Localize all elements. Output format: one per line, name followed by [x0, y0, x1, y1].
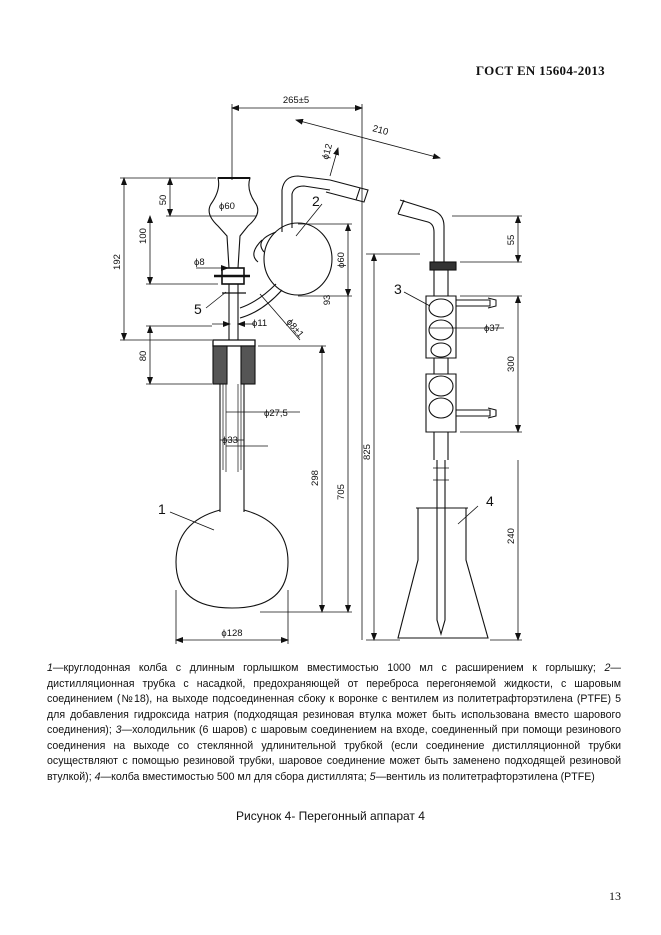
dim-210: 210 — [371, 123, 390, 139]
dim-33: ϕ33 — [222, 435, 238, 446]
figure-title: Рисунок 4- Перегонный аппарат 4 — [236, 809, 425, 823]
figure-legend — [47, 661, 621, 785]
dim-80: 80 — [138, 350, 149, 362]
dim-60-top: ϕ60 — [219, 201, 235, 212]
legend-num-4: 4 — [94, 770, 101, 783]
collection-flask-4 — [398, 508, 488, 638]
legend-num-5: 5 — [369, 770, 376, 783]
page-number: 13 — [609, 889, 621, 903]
dim-825: 825 — [362, 444, 373, 460]
dim-298: 298 — [310, 470, 321, 486]
legend-text-4: —колба вместимостью 500 мл для сбора дистиллята; — [100, 770, 370, 783]
dim-8: ϕ8 — [194, 257, 205, 268]
dim-93: 93 — [322, 294, 333, 306]
dim-128: ϕ128 — [221, 628, 243, 639]
dim-8-1: ϕ8±1 — [283, 316, 306, 341]
ball-joint-3 — [430, 262, 456, 270]
label-2: 2 — [312, 193, 320, 209]
legend-num-1: 1 — [47, 662, 53, 674]
legend-text-3: —холодильник (6 шаров) с шаровым соединением на входе, соединенный при помощи резинового соединения на выходе со стеклянной удлинительной трубкой (если соединение дистилляционной трубки осуществляют с помощью резиновой трубки, шаровое соединение может быть заменено подходящей резиновой втулкой); — [47, 724, 622, 783]
label-4: 4 — [486, 493, 494, 509]
legend-num-2: 2 — [604, 662, 611, 674]
dim-240: 240 — [506, 528, 517, 544]
dim-192: 192 — [112, 254, 123, 270]
dim-11: ϕ11 — [252, 318, 268, 329]
legend-text-5: —вентиль из политетрафторэтилена (PTFE) — [375, 770, 595, 783]
dim-50: 50 — [158, 194, 169, 206]
dim-265: 265±5 — [282, 95, 310, 106]
dim-300: 300 — [506, 356, 517, 372]
funnel — [209, 178, 258, 268]
ground-joint — [213, 346, 227, 384]
label-3: 3 — [394, 281, 402, 297]
round-flask-1 — [176, 510, 288, 608]
dim-27-5: ϕ27,5 — [264, 408, 288, 419]
dim-12: ϕ12 — [320, 142, 336, 161]
dim-100: 100 — [138, 228, 149, 244]
condenser-3 — [426, 296, 456, 358]
dim-37: ϕ37 — [484, 323, 500, 334]
dim-705: 705 — [336, 484, 347, 500]
label-1: 1 — [158, 501, 166, 517]
dim-55: 55 — [506, 234, 517, 246]
legend-text-1: —круглодонная колба с длинным горлышком вместимостью 1000 мл с расширением к горлышку; — [52, 662, 605, 674]
legend-text-2: —дистилляционная трубка с насадкой, предохраняющей от переброса перегоняемой жидкости, с шаровым соединением (№18), на выходе подсоединенная сбоку к воронке с вентилем из политетрафторэтилена (PTFE) 5 для добавления гидроксида натрия (подходящая резиновая втулка может быть использована вместо шарового соединения); — [47, 662, 621, 736]
label-5: 5 — [194, 301, 202, 317]
legend-num-3: 3 — [115, 724, 122, 736]
standard-header: ГОСТ EN 15604-2013 — [475, 63, 605, 78]
dim-60-right: ϕ60 — [336, 252, 347, 268]
